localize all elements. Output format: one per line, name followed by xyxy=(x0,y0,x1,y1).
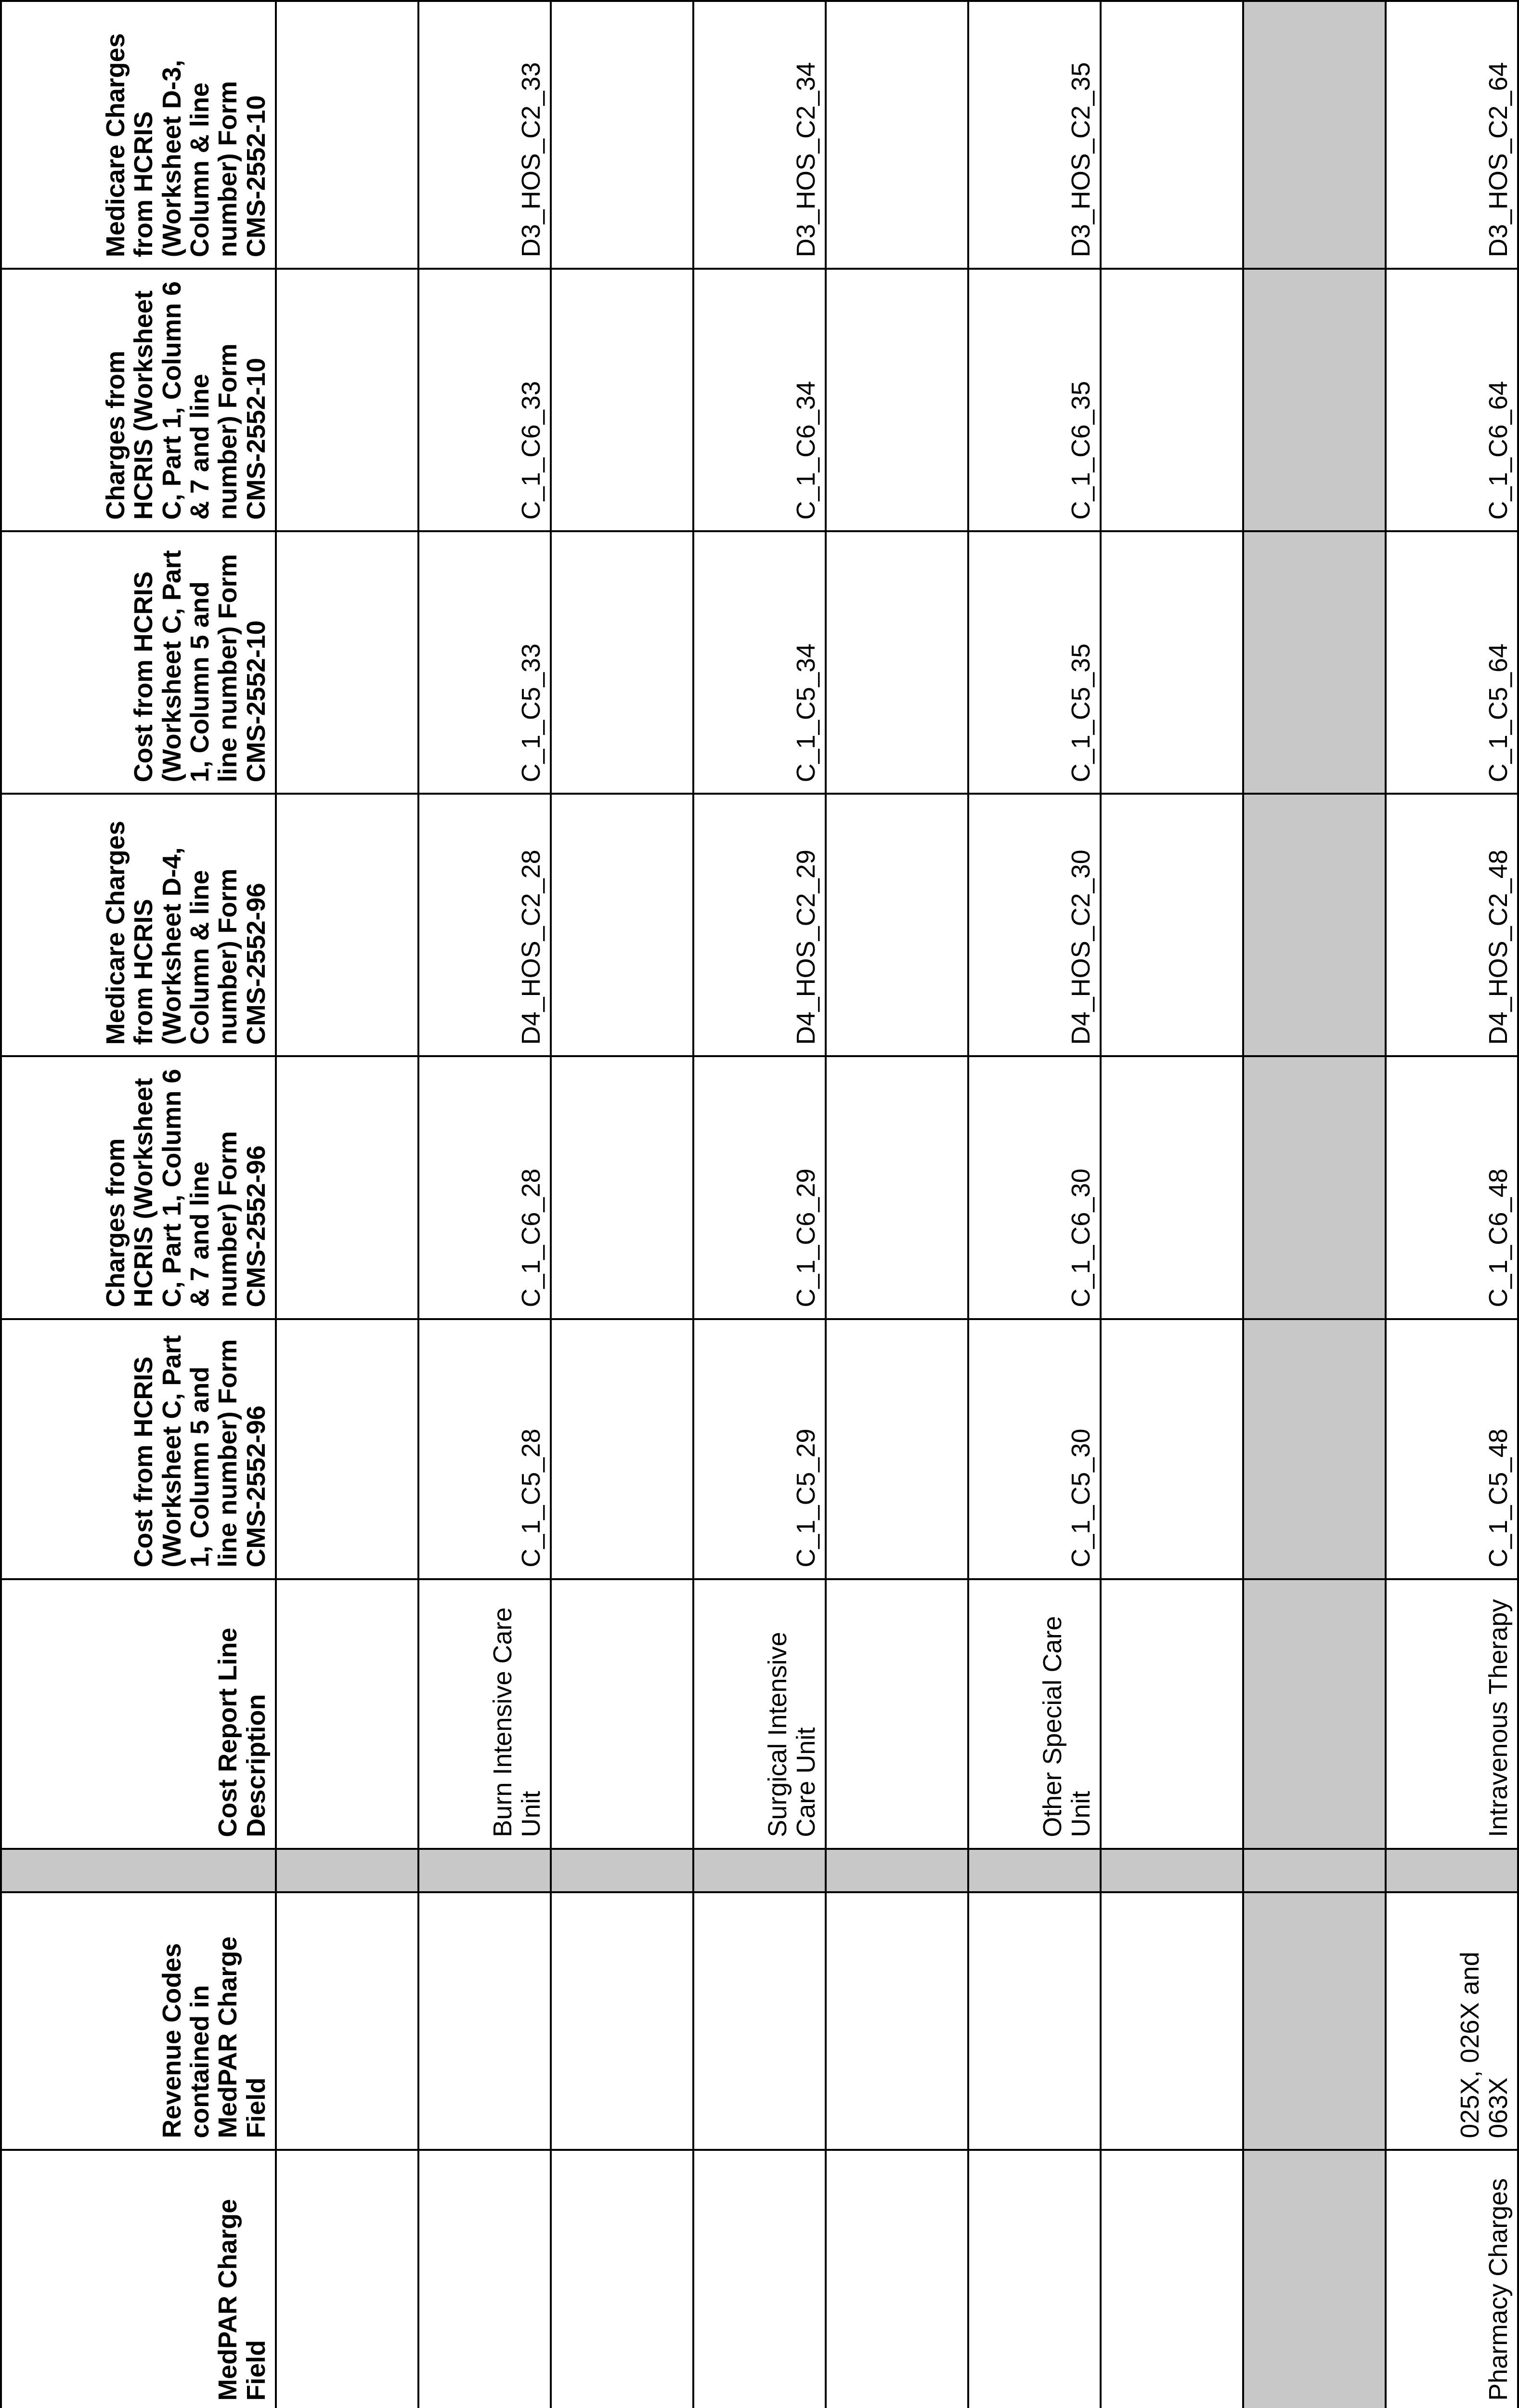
empty-cell xyxy=(551,1319,693,1579)
medicare-96-cell: D4_HOS_C2_28 xyxy=(418,794,551,1056)
empty-cell xyxy=(551,269,693,531)
header-charges-cms-2552-96: Charges from HCRIS (Worksheet C, Part 1, Column 6 & 7 and line number) Form CMS-2552-96 xyxy=(1,1056,276,1319)
medpar-field-cell xyxy=(693,2150,826,2408)
empty-cell xyxy=(1101,794,1243,1056)
shaded-cell xyxy=(1243,794,1386,1056)
revenue-codes-cell xyxy=(693,1892,826,2150)
empty-cell xyxy=(551,1579,693,1849)
empty-cell xyxy=(551,794,693,1056)
empty-cell xyxy=(551,1,693,269)
medicare-10-cell: D3_HOS_C2_64 xyxy=(1386,1,1518,269)
header-cost-report-line-description: Cost Report Line Description xyxy=(1,1579,276,1849)
empty-cell xyxy=(551,531,693,794)
empty-cell xyxy=(1101,1,1243,269)
header-gap-cell xyxy=(1,1849,276,1892)
header-cost-cms-2552-96: Cost from HCRIS (Worksheet C, Part 1, Column 5 and line number) Form CMS-2552-96 xyxy=(1,1319,276,1579)
header-medpar-charge-field: MedPAR Charge Field xyxy=(1,2150,276,2408)
shaded-cell xyxy=(1243,2150,1386,2408)
revenue-codes-cell xyxy=(418,1892,551,2150)
cost-96-cell: C_1_C5_29 xyxy=(693,1319,826,1579)
gap-cell xyxy=(276,1849,418,1892)
revenue-codes-cell xyxy=(968,1892,1101,2150)
empty-cell xyxy=(826,1,968,269)
empty-cell xyxy=(826,2150,968,2408)
empty-cell xyxy=(1101,1056,1243,1319)
charges-10-cell: C_1_C6_34 xyxy=(693,269,826,531)
empty-cell xyxy=(1101,2150,1243,2408)
empty-cell xyxy=(1101,1319,1243,1579)
shaded-cell xyxy=(1243,531,1386,794)
gap-cell xyxy=(1386,1849,1518,1892)
empty-cell xyxy=(826,1892,968,2150)
cost-10-cell: C_1_C5_34 xyxy=(693,531,826,794)
cost-10-cell: C_1_C5_64 xyxy=(1386,531,1518,794)
header-revenue-codes: Revenue Codes contained in MedPAR Charge Field xyxy=(1,1892,276,2150)
medpar-field-cell xyxy=(968,2150,1101,2408)
empty-cell xyxy=(276,531,418,794)
shaded-cell xyxy=(1243,1579,1386,1849)
spacer-row xyxy=(551,1,693,2408)
medicare-10-cell: D3_HOS_C2_33 xyxy=(418,1,551,269)
empty-cell xyxy=(276,794,418,1056)
table-row xyxy=(693,1,826,2408)
cost-96-cell: C_1_C5_28 xyxy=(418,1319,551,1579)
spacer-row xyxy=(1101,1,1243,2408)
charges-10-cell: C_1_C6_33 xyxy=(418,269,551,531)
empty-cell xyxy=(826,1579,968,1849)
gap-cell xyxy=(693,1849,826,1892)
medicare-10-cell: D3_HOS_C2_34 xyxy=(693,1,826,269)
empty-cell xyxy=(276,1892,418,2150)
empty-cell xyxy=(276,2150,418,2408)
cost-96-cell: C_1_C5_30 xyxy=(968,1319,1101,1579)
cost-10-cell: C_1_C5_35 xyxy=(968,531,1101,794)
medicare-96-cell: D4_HOS_C2_29 xyxy=(693,794,826,1056)
charges-96-cell: C_1_C6_28 xyxy=(418,1056,551,1319)
medicare-96-cell: D4_HOS_C2_30 xyxy=(968,794,1101,1056)
gap-cell xyxy=(826,1849,968,1892)
medpar-field-cell xyxy=(418,2150,551,2408)
empty-cell xyxy=(276,1056,418,1319)
medicare-10-cell: D3_HOS_C2_35 xyxy=(968,1,1101,269)
empty-cell xyxy=(1101,1579,1243,1849)
charges-96-cell: C_1_C6_29 xyxy=(693,1056,826,1319)
shaded-cell xyxy=(1243,1319,1386,1579)
charges-96-cell: C_1_C6_30 xyxy=(968,1056,1101,1319)
empty-cell xyxy=(1101,531,1243,794)
gap-cell xyxy=(1101,1849,1243,1892)
header-row xyxy=(1,1,276,2408)
shaded-cell xyxy=(1243,1849,1386,1892)
header-medicare-charges-cms-2552-96: Medicare Charges from HCRIS (Worksheet D-4, Column & line number) Form CMS-2552-96 xyxy=(1,794,276,1056)
charges-96-cell: C_1_C6_48 xyxy=(1386,1056,1518,1319)
table-row xyxy=(418,1,551,2408)
medicare-96-cell: D4_HOS_C2_48 xyxy=(1386,794,1518,1056)
shaded-cell xyxy=(1243,1,1386,269)
medpar-field-cell: Pharmacy Charges xyxy=(1386,2150,1518,2408)
description-cell: Intravenous Therapy xyxy=(1386,1579,1518,1849)
shaded-separator-row xyxy=(1243,1,1386,2408)
empty-cell xyxy=(1101,1892,1243,2150)
cost-96-cell: C_1_C5_48 xyxy=(1386,1319,1518,1579)
revenue-codes-cell: 025X, 026X and 063X xyxy=(1386,1892,1518,2150)
description-cell: Surgical Intensive Care Unit xyxy=(693,1579,826,1849)
gap-cell xyxy=(968,1849,1101,1892)
empty-cell xyxy=(826,1056,968,1319)
description-cell: Burn Intensive Care Unit xyxy=(418,1579,551,1849)
gap-cell xyxy=(551,1849,693,1892)
charges-10-cell: C_1_C6_64 xyxy=(1386,269,1518,531)
description-cell: Other Special Care Unit xyxy=(968,1579,1101,1849)
empty-cell xyxy=(276,1579,418,1849)
cost-10-cell: C_1_C5_33 xyxy=(418,531,551,794)
empty-cell xyxy=(551,1056,693,1319)
empty-cell xyxy=(826,794,968,1056)
table-row xyxy=(1386,1,1518,2408)
header-charges-cms-2552-10: Charges from HCRIS (Worksheet C, Part 1, Column 6 & 7 and line number) Form CMS-2552-10 xyxy=(1,269,276,531)
empty-cell xyxy=(826,531,968,794)
empty-cell xyxy=(826,1319,968,1579)
header-cost-cms-2552-10: Cost from HCRIS (Worksheet C, Part 1, Column 5 and line number) Form CMS-2552-10 xyxy=(1,531,276,794)
shaded-cell xyxy=(1243,269,1386,531)
empty-cell xyxy=(551,2150,693,2408)
charges-10-cell: C_1_C6_35 xyxy=(968,269,1101,531)
spacer-row xyxy=(276,1,418,2408)
empty-cell xyxy=(276,1,418,269)
spacer-row xyxy=(826,1,968,2408)
table-row xyxy=(968,1,1101,2408)
shaded-cell xyxy=(1243,1056,1386,1319)
shaded-cell xyxy=(1243,1892,1386,2150)
empty-cell xyxy=(1101,269,1243,531)
empty-cell xyxy=(826,269,968,531)
empty-cell xyxy=(276,269,418,531)
empty-cell xyxy=(276,1319,418,1579)
gap-cell xyxy=(418,1849,551,1892)
header-medicare-charges-cms-2552-10: Medicare Charges from HCRIS (Worksheet D-3, Column & line number) Form CMS-2552-10 xyxy=(1,1,276,269)
empty-cell xyxy=(551,1892,693,2150)
